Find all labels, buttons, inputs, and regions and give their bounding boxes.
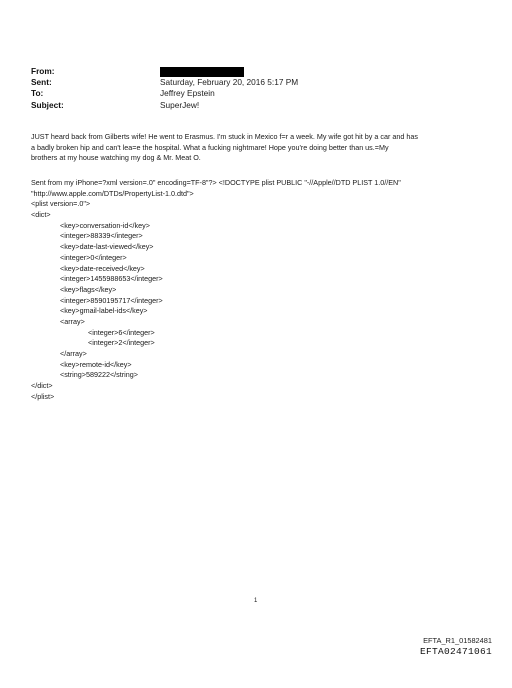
body-line: brothers at my house watching my dog & Mr. Meat O. (31, 153, 201, 163)
code-line: <integer>2</integer> (88, 338, 155, 348)
footer-reference-secondary: EFTA02471061 (419, 646, 492, 657)
code-line: <key>conversation-id</key> (60, 220, 150, 230)
to-value: Jeffrey Epstein (160, 88, 215, 99)
footer-reference-primary: EFTA_R1_01582481 (423, 636, 492, 645)
subject-label: Subject: (31, 99, 64, 110)
code-line: <integer>0</integer> (60, 252, 127, 262)
subject-value: SuperJew! (160, 99, 200, 110)
code-line: <integer>88339</integer> (60, 231, 143, 241)
from-label: From: (31, 66, 55, 76)
code-line: <key>flags</key> (60, 284, 117, 294)
code-line: <integer>6</integer> (88, 327, 155, 337)
code-line: </dict> (31, 381, 53, 391)
body-line: a badly broken hip and can't lea=e the hospital. What a fucking nightmare! Hope you're doing better than us.=My (31, 142, 389, 152)
code-line: <array> (60, 316, 85, 326)
code-line: </plist> (31, 391, 55, 401)
code-line: <key>date-received</key> (60, 263, 145, 273)
body-line: JUST heard back from Gilberts wife! He went to Erasmus. I'm stuck in Mexico f=r a week. My wife got hit by a car and has (31, 132, 418, 141)
sent-value: Saturday, February 20, 2016 5:17 PM (160, 77, 299, 88)
code-line: <integer>1455988653</integer> (60, 274, 163, 284)
page-number: 1 (254, 598, 258, 604)
code-line: <string>589222</string> (60, 370, 138, 380)
code-line: </array> (60, 349, 87, 358)
email-body (31, 132, 486, 164)
redaction-box (160, 67, 244, 77)
code-line: <integer>8590195717</integer> (60, 295, 163, 305)
code-line: Sent from my iPhone=?xml version=.0" encoding=TF-8"?> <!DOCTYPE plist PUBLIC "-//Apple//DTD PLIST 1.0//EN" (31, 178, 401, 187)
code-line: <key>remote-id</key> (60, 359, 132, 369)
sent-label: Sent: (31, 77, 52, 88)
to-label: To: (31, 88, 44, 99)
plist-block (31, 178, 491, 402)
code-line: <dict> (31, 210, 51, 220)
code-line: "http://www.apple.com/DTDs/PropertyList-1.0.dtd"> (31, 188, 194, 198)
code-line: <plist version=.0"> (31, 199, 91, 209)
code-line: <key>gmail-label-ids</key> (60, 306, 148, 316)
code-line: <key>date-last-viewed</key> (60, 242, 154, 252)
